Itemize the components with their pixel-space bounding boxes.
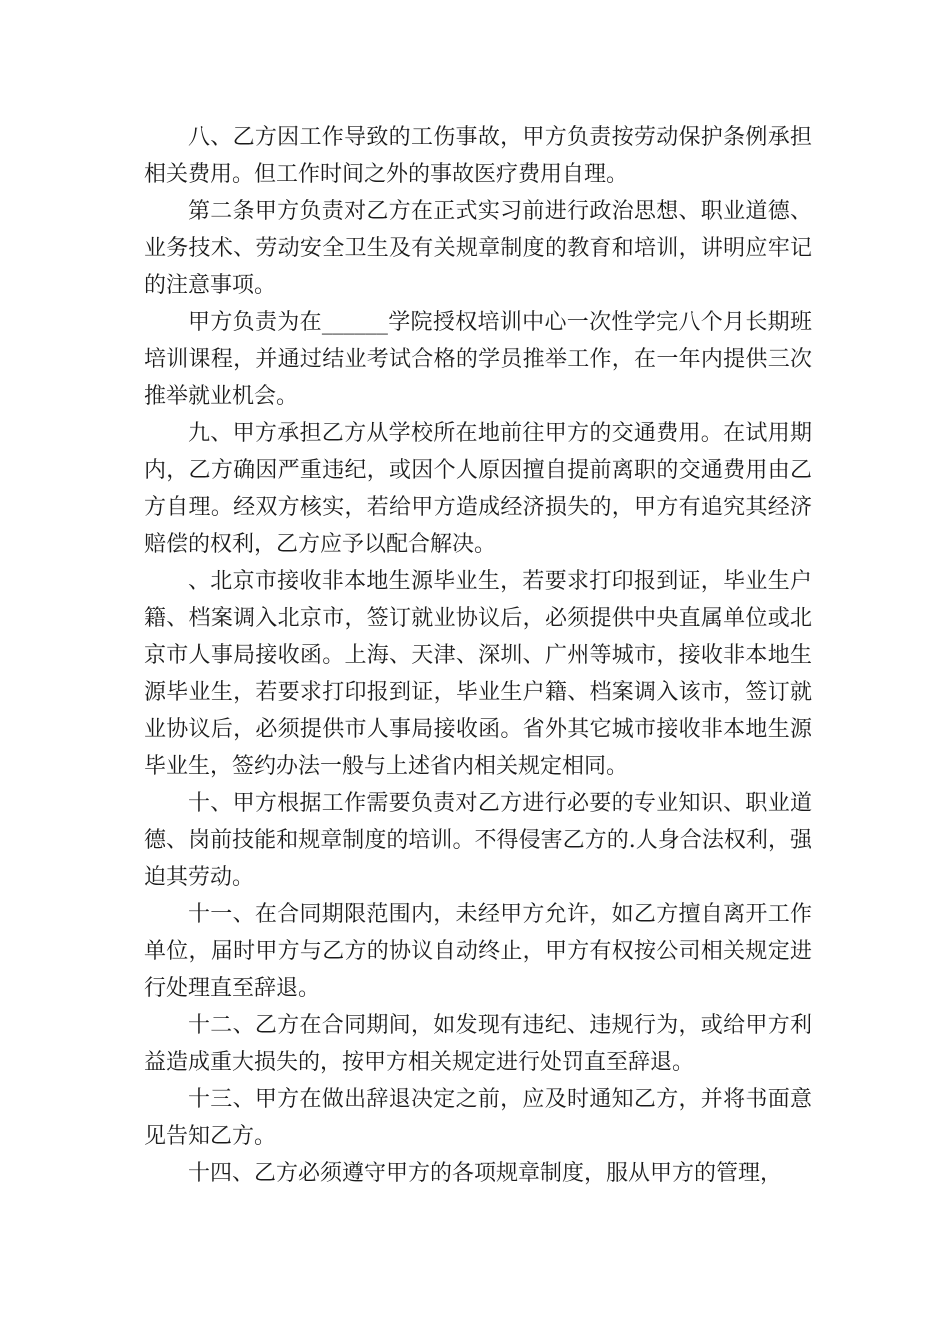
paragraph-article-8: 八、乙方因工作导致的工伤事故，甲方负责按劳动保护条例承担相关费用。但工作时间之外的事故医疗费用自理。 — [144, 125, 812, 187]
paragraph-article-14: 十四、乙方必须遵守甲方的各项规章制度，服从甲方的管理， — [188, 1161, 783, 1186]
paragraph-article-10: 十、甲方根据工作需要负责对乙方进行必要的专业知识、职业道德、岗前技能和规章制度的培训。不得侵害乙方的.人身合法权利，强迫其劳动。 — [144, 791, 812, 890]
paragraph-article-13: 十三、甲方在做出辞退决定之前，应及时通知乙方，并将书面意见告知乙方。 — [144, 1087, 812, 1149]
paragraph-article-9: 九、甲方承担乙方从学校所在地前往甲方的交通费用。在试用期内，乙方确因严重违纪，或因个人原因擅自提前离职的交通费用由乙方自理。经双方核实，若给甲方造成经济损失的，甲方有追究其经济赔偿的权利，乙方应予以配合解决。 — [144, 421, 812, 557]
document-body — [144, 119, 812, 1192]
paragraph-clause-2: 第二条甲方负责对乙方在正式实习前进行政治思想、职业道德、业务技术、劳动安全卫生及有关规章制度的教育和培训，讲明应牢记的注意事项。 — [144, 199, 812, 298]
paragraph-beijing-graduates: 、北京市接收非本地生源毕业生，若要求打印报到证，毕业生户籍、档案调入北京市，签订就业协议后，必须提供中央直属单位或北京市人事局接收函。上海、天津、深圳、广州等城市，接收非本地生源毕业生，若要求打印报到证，毕业生户籍、档案调入该市，签订就业协议后，必须提供市人事局接收函。省外其它城市接收非本地生源毕业生，签约办法一般与上述省内相关规定相同。 — [144, 569, 812, 779]
paragraph-article-12: 十二、乙方在合同期间，如发现有违纪、违规行为，或给甲方利益造成重大损失的，按甲方相关规定进行处罚直至辞退。 — [144, 1013, 812, 1075]
paragraph-article-11: 十一、在合同期限范围内，未经甲方允许，如乙方擅自离开工作单位，届时甲方与乙方的协议自动终止，甲方有权按公司相关规定进行处理直至辞退。 — [144, 902, 812, 1001]
paragraph-training-referral: 甲方负责为在______学院授权培训中心一次性学完八个月长期班培训课程，并通过结业考试合格的学员推举工作，在一年内提供三次推举就业机会。 — [144, 310, 812, 409]
